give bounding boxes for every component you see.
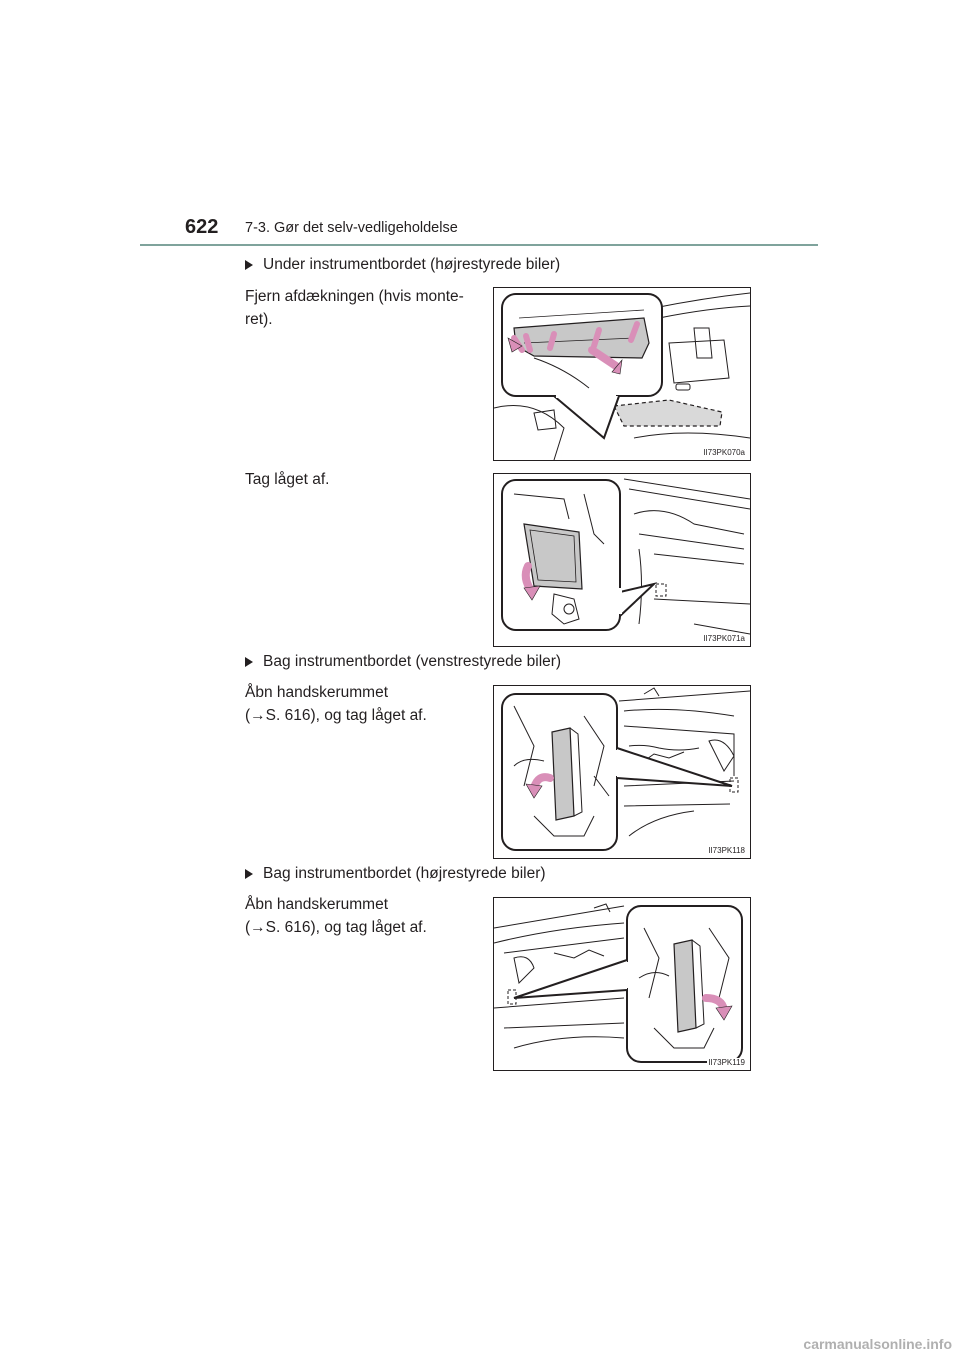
figure-code: II73PK070a	[703, 448, 745, 457]
illustration-glovebox-rhd	[494, 898, 750, 1070]
text-line: Tag låget af.	[245, 471, 330, 488]
illustration-remove-lid	[494, 474, 750, 646]
section-title: 7-3. Gør det selv-vedligeholdelse	[245, 220, 458, 236]
illustration-glovebox-lhd	[494, 686, 750, 858]
heading-under-dashboard-rhd	[245, 256, 560, 274]
instruction-text	[245, 681, 427, 727]
figure-remove-cover	[493, 287, 751, 461]
heading-behind-dashboard-lhd	[245, 653, 561, 671]
figure-code: II73PK071a	[703, 634, 745, 643]
text-line: ret).	[245, 311, 273, 328]
bullet-triangle-icon	[245, 869, 253, 879]
figure-remove-lid	[493, 473, 751, 647]
page-number: 622	[185, 216, 219, 238]
text-line: (→S. 616), og tag låget af.	[245, 919, 427, 936]
figure-code: II73PK118	[708, 846, 745, 855]
figure-code: II73PK119	[708, 1058, 745, 1067]
text-line: Åbn handskerummet	[245, 896, 389, 913]
heading-text: Under instrumentbordet (højrestyrede biler)	[263, 256, 561, 273]
text-line: Åbn handskerummet	[245, 684, 389, 701]
heading-text: Bag instrumentbordet (venstrestyrede biler)	[263, 653, 562, 670]
bullet-triangle-icon	[245, 260, 253, 270]
illustration-remove-cover	[494, 288, 750, 460]
header-rule	[140, 244, 818, 246]
figure-glovebox-rhd	[493, 897, 751, 1071]
text-line: Fjern afdækningen (hvis monte-	[245, 288, 464, 305]
figure-glovebox-lhd	[493, 685, 751, 859]
heading-behind-dashboard-rhd	[245, 865, 546, 883]
watermark: carmanualsonline.info	[803, 1336, 952, 1352]
instruction-text	[245, 285, 464, 331]
bullet-triangle-icon	[245, 657, 253, 667]
instruction-text	[245, 893, 427, 939]
heading-text: Bag instrumentbordet (højrestyrede biler)	[263, 865, 546, 882]
instruction-text	[245, 468, 329, 491]
text-line: (→S. 616), og tag låget af.	[245, 707, 427, 724]
